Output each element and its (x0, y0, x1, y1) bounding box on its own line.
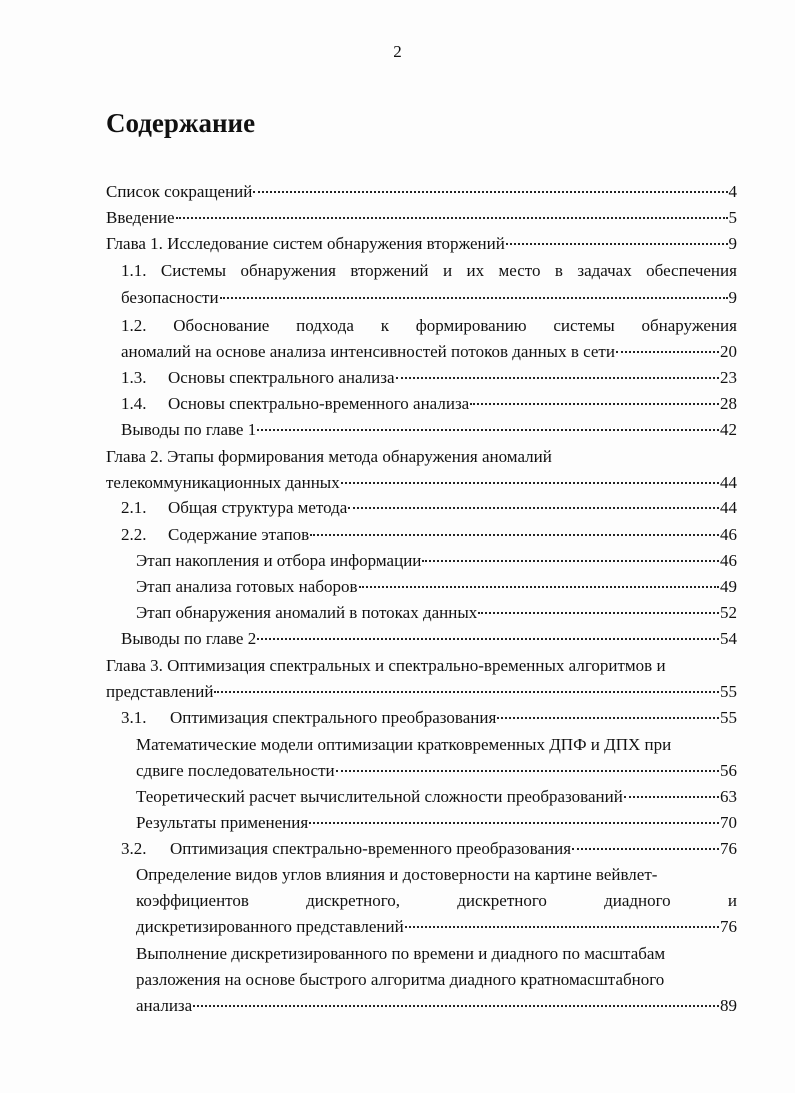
toc-word: формированию (415, 316, 527, 335)
section-number: 2.1. (121, 498, 147, 517)
dot-leader (214, 691, 719, 693)
section-number: 3.1. (121, 708, 147, 727)
toc-entry-text: Определение видов углов влияния и достоверности на картине вейвлет- (136, 865, 658, 884)
toc-page-number: 9 (728, 234, 737, 253)
toc-entry-text: разложения на основе быстрого алгоритма диадного кратномасштабного (136, 970, 665, 989)
toc-word: дискретного, (306, 891, 401, 910)
toc-word: обнаружения (240, 261, 336, 280)
toc-page-number: 56 (720, 761, 737, 780)
toc-entry-text: Выводы по главе 1 (121, 420, 257, 439)
toc-word: диадного (604, 891, 671, 910)
toc-entry-1-4[interactable] (121, 392, 737, 416)
toc-page-number: 20 (720, 342, 737, 361)
toc-entry-math-models-line1[interactable] (136, 733, 737, 757)
dot-leader (193, 1005, 719, 1007)
toc-word: вторжений (350, 261, 429, 280)
section-number: 3.2. (121, 839, 147, 858)
toc-page-number: 63 (720, 787, 737, 806)
dot-leader (478, 612, 719, 614)
toc-page-number: 55 (720, 708, 737, 727)
toc-entry-dyadic-line1[interactable] (136, 942, 737, 966)
toc-entry-text: Глава 1. Исследование систем обнаружения вторжений (106, 234, 505, 253)
dot-leader (253, 191, 727, 193)
toc-entry-text: Выполнение дискретизированного по времени и диадного по масштабам (136, 944, 666, 963)
toc-entry-text: Теоретический расчет вычислительной сложности преобразований (136, 787, 623, 806)
toc-entry-text: Этап анализа готовых наборов (136, 577, 358, 596)
toc-entry-text: Математические модели оптимизации кратковременных ДПФ и ДПХ при (136, 735, 672, 754)
toc-entry-text: Основы спектрально-временного анализа (168, 394, 470, 413)
dot-leader (341, 482, 719, 484)
toc-entry-text: Основы спектрального анализа (168, 368, 395, 387)
toc-entry-1-3[interactable] (121, 366, 737, 390)
toc-page-number: 44 (720, 473, 737, 492)
toc-entry-chapter-3-line1[interactable] (106, 654, 737, 678)
toc-page-number: 54 (720, 629, 737, 648)
toc-page-number: 46 (720, 525, 737, 544)
toc-entry-2-2[interactable] (121, 523, 737, 547)
toc-entry-text: телекоммуникационных данных (106, 473, 340, 492)
toc-entry-text: сдвиге последовательности (136, 761, 335, 780)
toc-word: и (727, 891, 737, 910)
section-number: 2.2. (121, 525, 147, 544)
toc-entry-text: представлений (106, 682, 214, 701)
toc-entry-1-1-line1[interactable] (121, 259, 737, 283)
toc-word: Обоснование (173, 316, 270, 335)
toc-entry-stage-2[interactable] (136, 575, 737, 599)
toc-page-number: 23 (720, 368, 737, 387)
toc-word: Системы (160, 261, 227, 280)
toc-entry-complexity[interactable] (136, 785, 737, 809)
page-title: Содержание (106, 108, 256, 138)
toc-entry-3-1[interactable] (121, 706, 737, 730)
toc-entry-math-models-line2[interactable] (136, 759, 737, 783)
toc-entry-introduction[interactable] (106, 206, 737, 230)
toc-entry-chapter-2-line1[interactable] (106, 445, 737, 469)
toc-entry-text: Введение (106, 208, 175, 227)
dot-leader (422, 560, 719, 562)
dot-leader (506, 243, 728, 245)
toc-entry-chapter-3-line2[interactable] (106, 680, 737, 704)
dot-leader (257, 429, 719, 431)
dot-leader (470, 403, 719, 405)
toc-word: в (554, 261, 563, 280)
toc-page-number: 9 (728, 288, 737, 307)
toc-page-number: 52 (720, 603, 737, 622)
toc-entry-text: Этап обнаружения аномалий в потоках данных (136, 603, 478, 622)
toc-page-number: 76 (720, 917, 737, 936)
toc-word: дискретного (457, 891, 547, 910)
section-number: 1.2. (121, 316, 147, 335)
toc-word: к (380, 316, 389, 335)
toc-page-number: 28 (720, 394, 737, 413)
toc-page-number: 4 (728, 182, 737, 201)
toc-entry-3-2[interactable] (121, 837, 737, 861)
toc-entry-text: Содержание этапов (168, 525, 310, 544)
toc-word: задачах (577, 261, 632, 280)
toc-entry-2-1[interactable] (121, 496, 737, 520)
toc-entry-text: Результаты применения (136, 813, 309, 832)
toc-page-number: 5 (728, 208, 737, 227)
section-number: 1.1. (121, 261, 147, 280)
toc-word: коэффициентов (136, 891, 249, 910)
toc-word: системы (553, 316, 615, 335)
toc-page-number: 70 (720, 813, 737, 832)
toc-entry-wavelet-line2[interactable] (136, 889, 737, 913)
dot-leader (310, 534, 719, 536)
toc-entry-text: Этап накопления и отбора информации (136, 551, 422, 570)
page-number: 2 (393, 42, 402, 61)
dot-leader (348, 507, 719, 509)
toc-entry-conclusions-2[interactable] (121, 627, 737, 651)
toc-entry-text: анализа (136, 996, 193, 1015)
dot-leader (309, 822, 719, 824)
toc-entry-text: дискретизированного представлений (136, 917, 404, 936)
dot-leader (359, 586, 719, 588)
toc-page-number: 76 (720, 839, 737, 858)
dot-leader (405, 926, 719, 928)
dot-leader (176, 217, 728, 219)
dot-leader (220, 297, 728, 299)
toc-word: подхода (296, 316, 354, 335)
dot-leader (336, 770, 719, 772)
toc-page-number: 89 (720, 996, 737, 1015)
toc-word: и (442, 261, 453, 280)
dot-leader (572, 848, 719, 850)
toc-entry-chapter-1[interactable] (106, 232, 737, 256)
toc-entry-1-2-line1[interactable] (121, 314, 737, 338)
toc-word: место (498, 261, 541, 280)
toc-entry-text: Оптимизация спектрально-временного преобразования (170, 839, 572, 858)
toc-word: обеспечения (646, 261, 737, 280)
toc-entry-abbreviations[interactable] (106, 180, 737, 204)
toc-page-number: 55 (720, 682, 737, 701)
toc-entry-wavelet-line3[interactable] (136, 915, 737, 939)
section-number: 1.3. (121, 368, 147, 387)
toc-entry-text: аномалий на основе анализа интенсивностей потоков данных в сети (121, 342, 615, 361)
toc-page-number: 44 (720, 498, 737, 517)
toc-entry-results[interactable] (136, 811, 737, 835)
toc-entry-text: Общая структура метода (168, 498, 348, 517)
toc-entry-1-2-line2[interactable] (121, 340, 737, 364)
toc-page-number: 42 (720, 420, 737, 439)
dot-leader (396, 377, 720, 379)
toc-word: обнаружения (641, 316, 737, 335)
toc-entry-stage-3[interactable] (136, 601, 737, 625)
toc-entry-text: Глава 2. Этапы формирования метода обнаружения аномалий (106, 447, 552, 466)
dot-leader (616, 351, 719, 353)
toc-entry-stage-1[interactable] (136, 549, 737, 573)
section-number: 1.4. (121, 394, 147, 413)
toc-entry-1-1-line2[interactable] (121, 286, 737, 310)
toc-entry-wavelet-line1[interactable] (136, 863, 737, 887)
toc-entry-text: Выводы по главе 2 (121, 629, 257, 648)
dot-leader (624, 796, 719, 798)
dot-leader (257, 638, 719, 640)
toc-entry-text: Глава 3. Оптимизация спектральных и спектрально-временных алгоритмов и (106, 656, 666, 675)
toc-entry-dyadic-line2[interactable] (136, 968, 737, 992)
toc-entry-conclusions-1[interactable] (121, 418, 737, 442)
toc-page-number: 49 (720, 577, 737, 596)
toc-page-number: 46 (720, 551, 737, 570)
toc-word: их (466, 261, 485, 280)
toc-entry-chapter-2-line2[interactable] (106, 471, 737, 495)
toc-entry-dyadic-line3[interactable] (136, 994, 737, 1018)
toc-entry-text: Список сокращений (106, 182, 253, 201)
toc-entry-text: Оптимизация спектрального преобразования (170, 708, 497, 727)
dot-leader (497, 717, 719, 719)
toc-entry-text: безопасности (121, 288, 219, 307)
